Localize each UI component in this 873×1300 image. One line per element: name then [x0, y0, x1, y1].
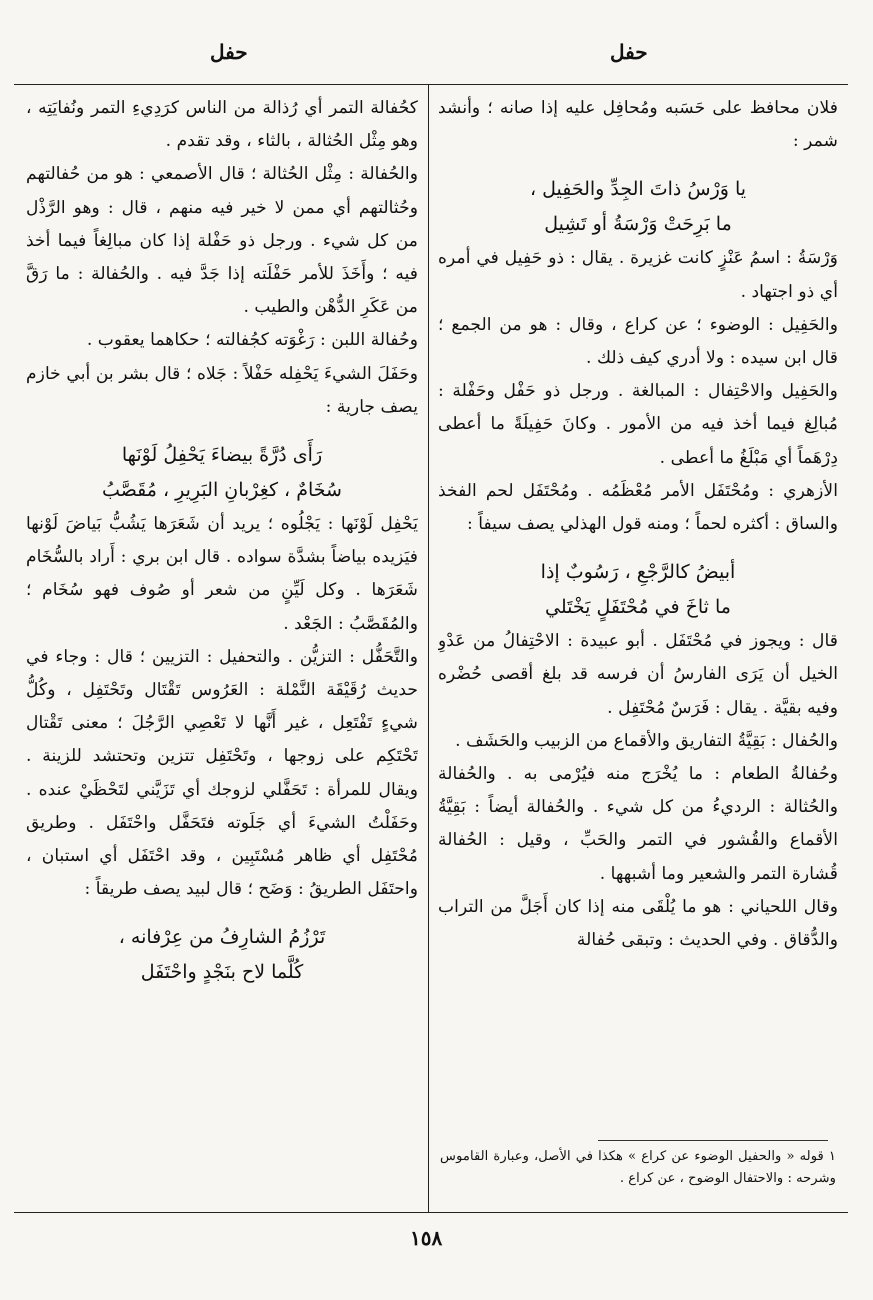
footnote-rule — [598, 1140, 828, 1141]
verse-line: أبيضُ كالرَّجْعِ ، رَسُوبٌ إذا — [540, 561, 736, 584]
footnote: ١ قوله « والحفيل الوضوء عن كراع » هكذا في الأصل، وعبارة القاموس وشرحه : والاحتفال الوضوح ، عن كراع . — [440, 1149, 836, 1186]
column-divider — [428, 85, 429, 1212]
page-number: ١٥٨ — [410, 1226, 443, 1250]
running-header-left: حفل — [210, 40, 248, 64]
paragraph: والحَفِيل : الوضوء ؛ عن كراع ، وقال : هو من الجمع ؛ قال ابن سيده : ولا أدري كيف ذلك . — [438, 314, 838, 369]
paragraph: وحُفالةُ الطعام : ما يُخْرَج منه فيُرْمى به . والحُفالة والحُثالة : الرديءُ من كل شيء . والحُفالة أيضاً : بَقِيَّةُ الأقماع والقُشور في التمر والحَبِّ ، وقيل : الحُفالة قُشارة التمر والشعير وما أشبهها . — [438, 764, 838, 884]
paragraph: والحُفالة : مِثْل الحُثالة ؛ قال الأصمعي : هو من حُفالتهم وحُثالتهم أي ممن لا خير فيه منهم ، قال : وهو الرَّذْل من كل شيء . ورجل ذو حَفْلة إذا كان مبالِغاً فيما أخذ فيه ؛ وأَخَذَ للأمر حَفْلَته إذا جَدَّ فيه . والحُفالة : ما رَقَّ من عَكَرِ الدُّهْن والطيب . — [26, 164, 418, 318]
left-column — [26, 92, 418, 1202]
right-column — [438, 92, 838, 1202]
paragraph: والحَفِيل والاحْتِفال : المبالغة . ورجل ذو حَفْل وحَفْلة : مُبالِغ فيما أخذ فيه من الأمور . وكانَ حَفِيلَةً ما أعطى دِرْهَماً أي مَبْلَغُ ما أعطى . — [438, 381, 838, 468]
paragraph: والتَّحَفُّل : التزيُّن . والتحفيل : التزيين ؛ قال : وجاء في حديث رُقَيْقَة النَّمْلة : العَرُوس تَقْتَال وتَحْتَفِل ، وكُلُّ شيءٍ تَفْتَعِل ، غير أَنَّها لا تَعْصِي الرَّجُلَ ؛ معنى تَقْتال تَحْتَكِم على زوجها ، وتَحْتَفِل تتزين وتحتشد للزينة . ويقال للمرأة : تَحَفَّلي لزوجك أي تَزَيَّني لتَحْظَيْ عنده . وحَفَلْتُ الشيءَ أي جَلَوته فتَحَفَّل واحْتَفَل . وطريق مُحْتَفِل أي ظاهر مُسْتَبِين ، وقد احْتَفَل أي استبان ، واحتَفَل الطريقُ : وَضَح ؛ قال لبيد يصف طريقاً : — [26, 646, 418, 900]
paragraph: قال : ويجوز في مُحْتَفَل . أبو عبيدة : الاحْتِفالُ من عَدْوِ الخيل أن يَرَى الفارسُ أن فرسه قد بلغ أقصى حُضْره وفيه بقيَّة . يقال : فَرَسٌ مُحْتَفِل . — [438, 631, 838, 718]
verse-line: تَرْزُمُ الشارِفُ من عِرْفانه ، — [118, 926, 326, 949]
header-rule — [14, 84, 848, 85]
running-header-right: حفل — [610, 40, 648, 64]
paragraph: يَحْفِل لَوْنَها : يَجْلُوه ؛ يريد أن شَعَرَها يَشُبُّ بَياضَ لَوْنها فيَزيده بياضاً بشدَّة سواده . قال ابن بري : أَراد بالسُّخَام شَعَرَها . وكل لَيِّنٍ من شعر أو صُوف فهو سُخَام ؛ والمُقَصَّبُ : الجَعْد . — [26, 514, 418, 634]
verse-line: كُلَّما لاح بنَجْدٍ واحْتَفَل — [140, 961, 304, 984]
verse-line: سُخَامٌ ، كغِرْبانِ البَرِيرِ ، مُقَصَّبُ — [102, 479, 342, 502]
paragraph: والحُفال : بَقِيَّةُ التفاريق والأقماع من الزبيب والحَشَف . — [455, 730, 838, 751]
paragraph: الأزهري : ومُحْتَفَل الأمر مُعْظَمُه . ومُحْتَفَل لحم الفخذ والساق : أكثره لحماً ؛ ومنه قول الهذلي يصف سيفاً : — [438, 480, 838, 535]
paragraph: وَرْسَةُ : اسمُ عَنْزٍ كانت غزيرة . يقال : ذو حَفِيل في أمره أي ذو اجتهاد . — [438, 248, 838, 302]
paragraph: كحُفالة التمر أي رُذالة من الناس كرَدِيءِ التمر ونُفايَتِه ، وهو مِثْل الحُثالة ، بالثاء ، وقد تقدم . — [26, 98, 418, 152]
paragraph: فلان محافظ على حَسَبه ومُحافِل عليه إذا صانه ؛ وأنشد شمر : — [438, 98, 838, 152]
paragraph: وحَفَلَ الشيءَ يَحْفِله حَفْلاً : جَلاه ؛ قال بشر بن أبي خازم يصف جارية : — [26, 363, 418, 417]
verse-line: ما ثاخَ في مُحْتَفَلٍ يَخْتَلي — [545, 596, 731, 619]
paragraph: وقال اللحياني : هو ما يُلْقَى منه إذا كان أَجَلَّ من التراب والدُّقاق . وفي الحديث : وتبقى حُفالة — [438, 896, 838, 951]
paragraph: وحُفالة اللبن : رَغْوَته كجُفالته ؛ حكاهما يعقوب . — [86, 330, 418, 351]
verse-line: رَأَى دُرَّةً بيضاءَ يَحْفِلُ لَوْنَها — [121, 444, 323, 467]
verse-line: ما بَرِحَتْ وَرْسَةُ أو تَشِيل — [544, 213, 732, 236]
footer-rule — [14, 1212, 848, 1213]
verse-line: يا وَرْسُ ذاتَ الجِدِّ والحَفِيل ، — [529, 178, 747, 201]
